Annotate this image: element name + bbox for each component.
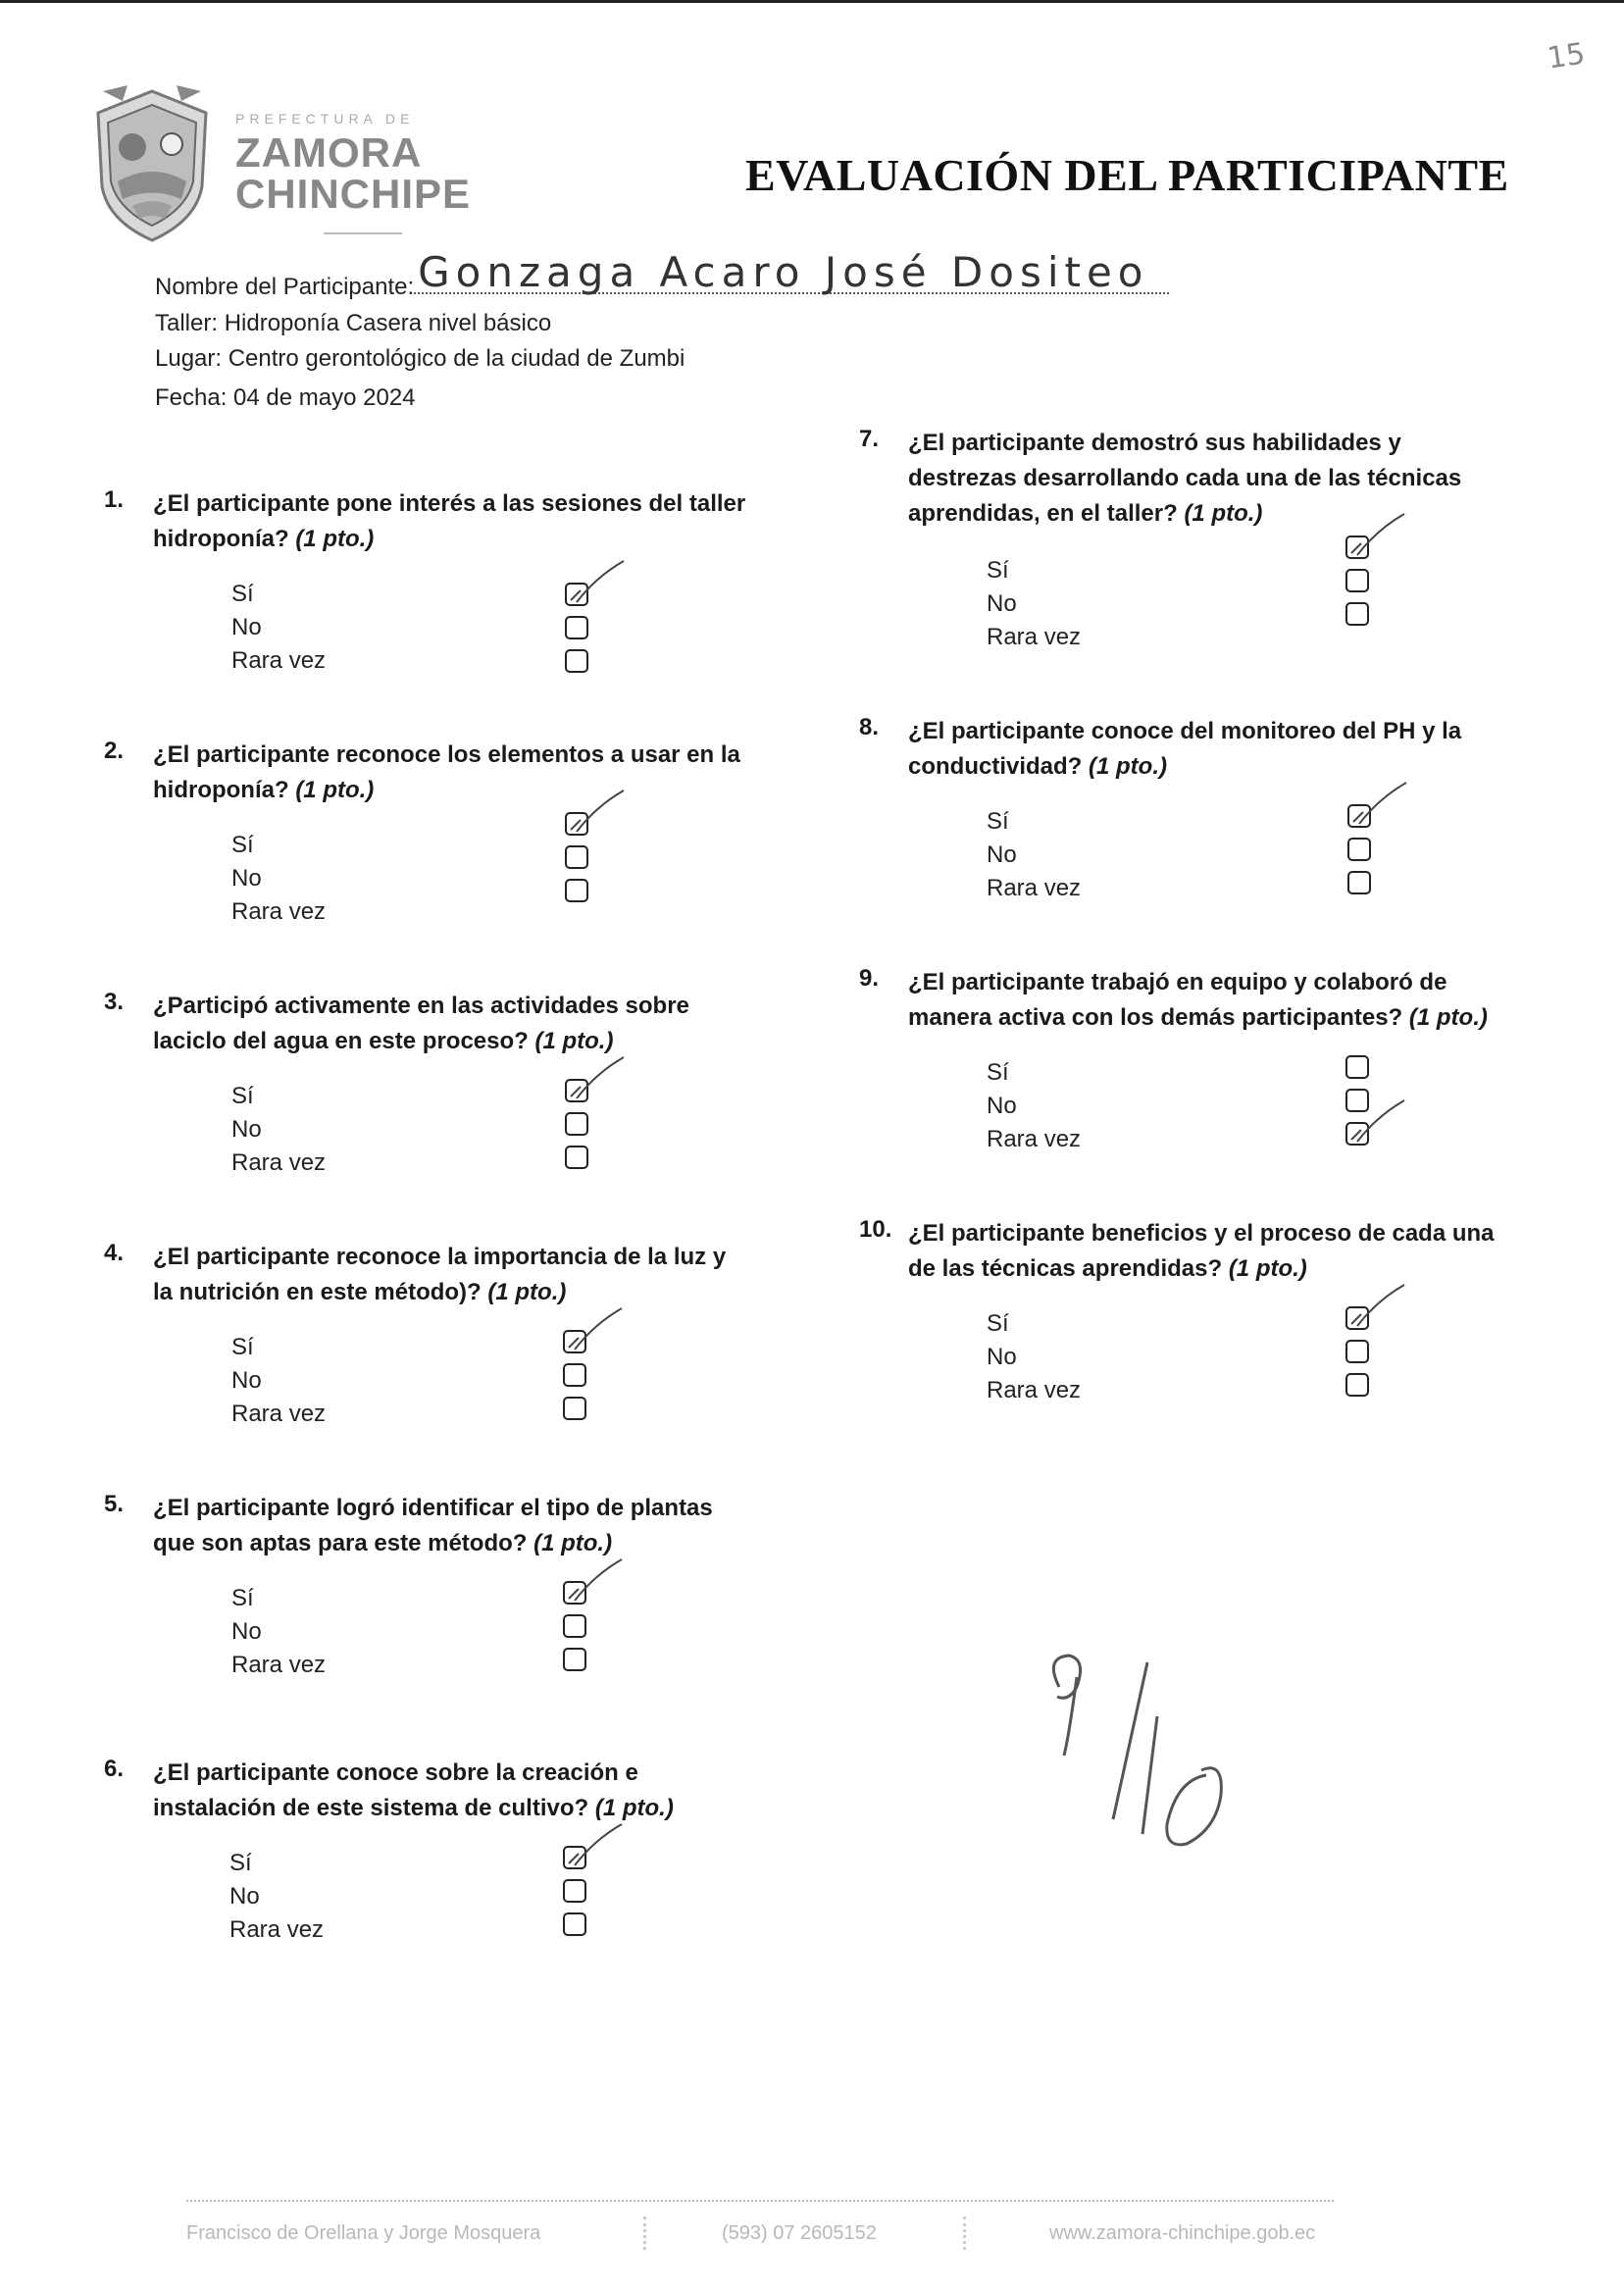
checkbox-rara-vez[interactable] xyxy=(1347,871,1371,894)
workshop-line: Taller: Hidroponía Casera nivel básico xyxy=(155,310,552,336)
check-mark-icon xyxy=(1349,779,1408,828)
page-mark: 15 xyxy=(1545,36,1588,76)
question-text xyxy=(153,1491,751,1561)
option-label: Rara vez xyxy=(231,1401,327,1427)
question-number: 4. xyxy=(104,1240,125,1266)
check-mark-icon xyxy=(567,557,626,606)
question-prompt: ¿El participante pone interés a las sesiones del taller hidroponía? xyxy=(153,490,746,552)
option-label: No xyxy=(231,1116,262,1143)
shield-icon xyxy=(88,83,216,245)
question-prompt: ¿El participante reconoce los elementos a usar en la hidroponía? xyxy=(153,741,740,803)
option-label: Sí xyxy=(231,1585,254,1611)
question-prompt: ¿Participó activamente en las actividades sobre laciclo del agua en este proceso? xyxy=(153,993,689,1054)
question-number: 1. xyxy=(104,486,125,513)
checkbox-rara-vez[interactable] xyxy=(563,1648,586,1671)
option-label: Rara vez xyxy=(987,875,1082,901)
question-points: (1 pto.) xyxy=(594,1795,674,1821)
option-label: Sí xyxy=(229,1850,252,1876)
option-label: Sí xyxy=(231,832,254,858)
footer-website: www.zamora-chinchipe.gob.ec xyxy=(1049,2222,1316,2244)
option-label: No xyxy=(231,1618,262,1645)
footer-divider xyxy=(186,2200,1334,2202)
checkbox-rara-vez[interactable] xyxy=(1345,1373,1369,1397)
question-prompt: ¿El participante beneficios y el proceso de cada una de las técnicas aprendidas? xyxy=(908,1220,1495,1282)
question-number: 3. xyxy=(104,989,125,1015)
option-label: Rara vez xyxy=(231,1149,327,1176)
logo-name-line2: CHINCHIPE xyxy=(235,171,472,217)
checkbox-si[interactable] xyxy=(1345,1055,1369,1079)
logo-kicker: PREFECTURA DE xyxy=(235,111,415,127)
checkbox-no[interactable] xyxy=(1345,1340,1369,1363)
question-points: (1 pto.) xyxy=(1408,1004,1488,1031)
handwritten-score xyxy=(1040,1648,1275,1863)
participant-name-handwritten: Gonzaga Acaro José Dositeo xyxy=(418,248,1149,296)
option-label: Sí xyxy=(987,1059,1009,1086)
option-label: No xyxy=(987,590,1017,617)
option-label: Rara vez xyxy=(987,1377,1082,1403)
question-number: 2. xyxy=(104,738,125,764)
question-points: (1 pto.) xyxy=(1228,1255,1307,1282)
date-line: Fecha: 04 de mayo 2024 xyxy=(155,384,416,411)
top-border-line xyxy=(0,0,1624,3)
option-label: No xyxy=(987,1093,1017,1119)
question-text xyxy=(153,1240,751,1310)
checkbox-no[interactable] xyxy=(563,1614,586,1638)
question-prompt: ¿El participante reconoce la importancia de la luz y la nutrición en este método)? xyxy=(153,1244,727,1305)
question-points: (1 pto.) xyxy=(295,526,375,552)
option-label: Rara vez xyxy=(987,1126,1082,1152)
option-label: Sí xyxy=(231,581,254,607)
checkbox-no[interactable] xyxy=(565,845,588,869)
participant-name-row xyxy=(155,248,1169,301)
option-label: Sí xyxy=(987,1310,1009,1337)
checkbox-no[interactable] xyxy=(565,1112,588,1136)
footer-separator xyxy=(643,2217,650,2250)
check-mark-icon xyxy=(565,1304,624,1353)
checkbox-rara-vez[interactable] xyxy=(1345,602,1369,626)
question-text xyxy=(153,738,751,808)
option-label: Rara vez xyxy=(229,1916,325,1943)
participant-name-label: Nombre del Participante: xyxy=(155,274,415,300)
option-label: Sí xyxy=(987,808,1009,835)
question-text xyxy=(153,486,751,557)
option-label: No xyxy=(987,1344,1017,1370)
question-number: 8. xyxy=(859,714,880,740)
logo-divider xyxy=(324,232,402,234)
question-number: 10. xyxy=(859,1216,892,1243)
question-number: 5. xyxy=(104,1491,125,1517)
check-mark-icon xyxy=(567,787,626,836)
question-points: (1 pto.) xyxy=(295,777,375,803)
question-number: 7. xyxy=(859,426,880,452)
option-label: Sí xyxy=(231,1334,254,1360)
question-prompt: ¿El participante conoce sobre la creación e instalación de este sistema de cultivo? xyxy=(153,1759,638,1821)
question-text xyxy=(908,426,1506,532)
checkbox-rara-vez[interactable] xyxy=(565,879,588,902)
question-number: 6. xyxy=(104,1756,125,1782)
option-label: No xyxy=(231,865,262,892)
question-points: (1 pto.) xyxy=(487,1279,567,1305)
question-text xyxy=(908,965,1506,1036)
option-label: No xyxy=(987,841,1017,868)
check-mark-icon xyxy=(565,1820,624,1869)
option-label: Rara vez xyxy=(231,898,327,925)
option-label: Sí xyxy=(987,557,1009,584)
checkbox-rara-vez[interactable] xyxy=(563,1912,586,1936)
question-number: 9. xyxy=(859,965,880,992)
check-mark-icon xyxy=(1347,510,1406,559)
checkbox-no[interactable] xyxy=(1345,569,1369,592)
question-prompt: ¿El participante logró identificar el tipo de plantas que son aptas para este método? xyxy=(153,1495,713,1556)
question-points: (1 pto.) xyxy=(534,1028,614,1054)
option-label: Rara vez xyxy=(231,1652,327,1678)
option-label: Sí xyxy=(231,1083,254,1109)
question-prompt: ¿El participante trabajó en equipo y colaboró de manera activa con los demás participantes? xyxy=(908,969,1447,1031)
checkbox-rara-vez[interactable] xyxy=(565,1146,588,1169)
question-prompt: ¿El participante demostró sus habilidades y destrezas desarrollando cada una de las técnicas aprendidas, en el taller? xyxy=(908,430,1462,527)
place-line: Lugar: Centro gerontológico de la ciudad de Zumbi xyxy=(155,345,685,372)
option-label: Rara vez xyxy=(987,624,1082,650)
footer-separator xyxy=(963,2217,970,2250)
checkbox-rara-vez[interactable] xyxy=(565,649,588,673)
check-mark-icon xyxy=(567,1053,626,1102)
logo xyxy=(88,83,520,250)
option-label: No xyxy=(231,614,262,640)
checkbox-no[interactable] xyxy=(563,1879,586,1903)
question-text xyxy=(153,1756,751,1826)
question-points: (1 pto.) xyxy=(1089,753,1167,780)
check-mark-icon xyxy=(1347,1281,1406,1330)
question-points: (1 pto.) xyxy=(533,1530,613,1556)
question-text xyxy=(908,1216,1506,1287)
option-label: No xyxy=(231,1367,262,1394)
footer-address: Francisco de Orellana y Jorge Mosquera xyxy=(186,2222,541,2244)
participant-name-field xyxy=(414,248,1169,296)
check-mark-icon xyxy=(1347,1096,1406,1146)
checkbox-no[interactable] xyxy=(563,1363,586,1387)
question-prompt: ¿El participante conoce del monitoreo del PH y la conductividad? xyxy=(908,718,1462,780)
question-text xyxy=(908,714,1506,785)
check-mark-icon xyxy=(565,1555,624,1605)
footer-phone: (593) 07 2605152 xyxy=(722,2222,877,2244)
checkbox-no[interactable] xyxy=(565,616,588,639)
option-label: Rara vez xyxy=(231,647,327,674)
checkbox-no[interactable] xyxy=(1347,838,1371,861)
question-text xyxy=(153,989,751,1059)
question-points: (1 pto.) xyxy=(1184,500,1263,527)
logo-name-line1: ZAMORA xyxy=(235,129,423,176)
checkbox-rara-vez[interactable] xyxy=(563,1397,586,1420)
page-title: EVALUACIÓN DEL PARTICIPANTE xyxy=(745,150,1509,200)
option-label: No xyxy=(229,1883,260,1910)
